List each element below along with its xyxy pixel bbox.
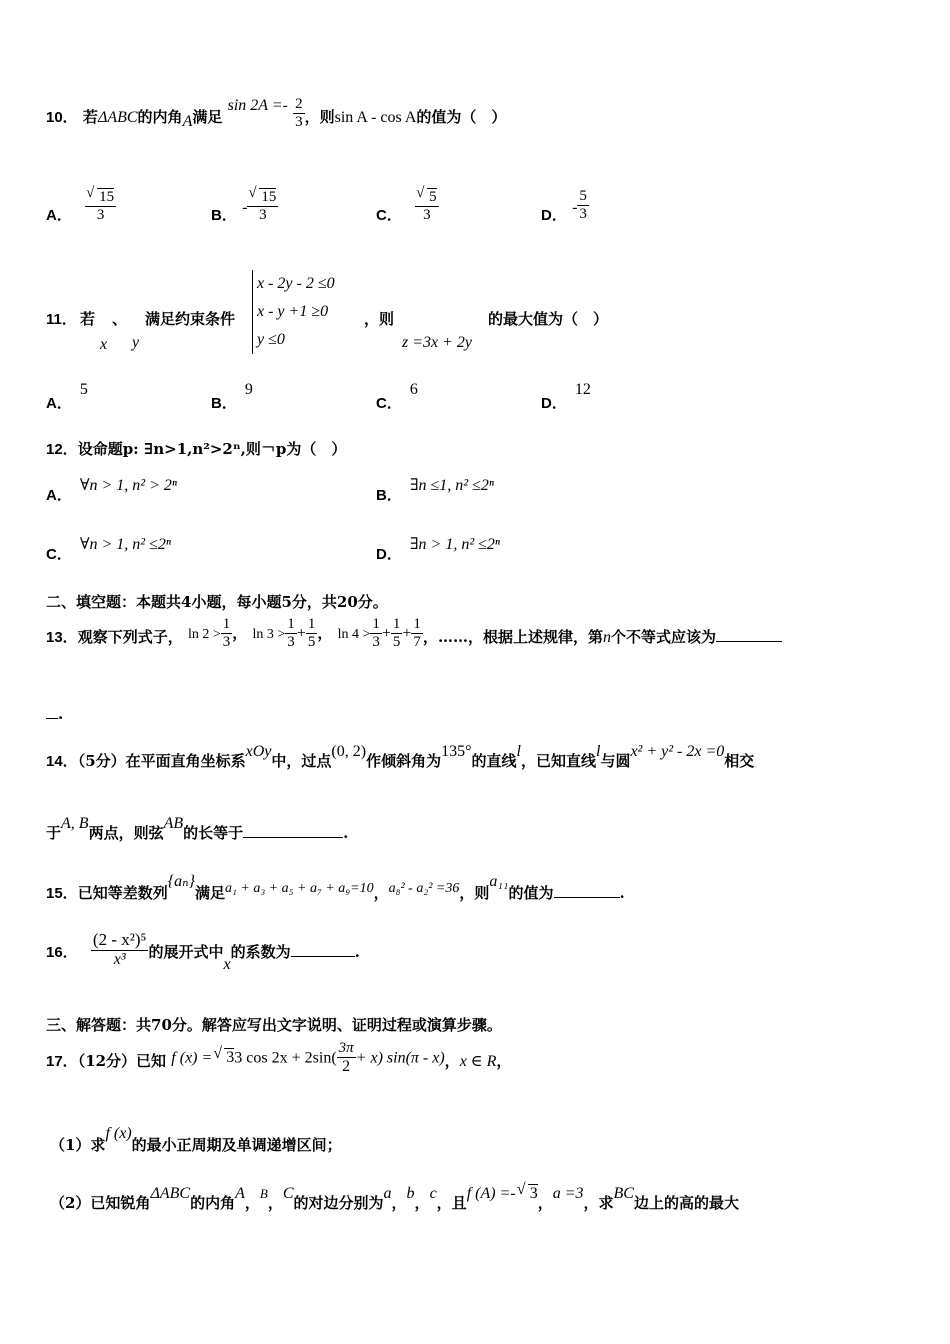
question-16: 16． $\frac{\text{(2 - x²)⁵}}{\text{x³}}$ 的展开式中x的系数为 . bbox=[46, 930, 360, 974]
answer-blank[interactable] bbox=[291, 942, 355, 957]
q10-option-d[interactable]: D． - $\frac{5}{3}$ bbox=[541, 188, 587, 224]
question-10: 10． 若ΔABC的内角A满足 sin 2A =- $\frac{2}{3}$ ，则sin A - cos A的值为（ ） bbox=[46, 96, 507, 131]
section-2-heading: 二、填空题：本题共4小题，每小题5分，共20分。 bbox=[46, 593, 388, 611]
question-15: 15．已知等差数列{aₙ}满足a₁ + a₃ + a₅ + a₇ + a₉=10，a₈² - a₂² =36，则a₁₁的值为 . bbox=[46, 873, 625, 902]
q12-option-d[interactable]: D．∃n > 1, n² ≤2ⁿ bbox=[376, 536, 500, 563]
question-14-cont: 于A, B两点，则弦AB的长等于 . bbox=[46, 815, 349, 842]
answer-blank[interactable] bbox=[716, 627, 782, 642]
fraction: $\frac{2}{3}$ bbox=[295, 96, 303, 131]
q17-part-2: （2）已知锐角ΔABC的内角A，B，C的对边分别为a，b，c，且f (A) =-√ 3，a =3，求BC边上的高的最大 bbox=[50, 1182, 739, 1212]
q10-option-c[interactable]: C． √ $\frac{5}{3}$ bbox=[376, 188, 439, 225]
q12-option-a[interactable]: A．∀n > 1, n² > 2ⁿ bbox=[46, 477, 177, 504]
section-3-heading: 三、解答题：共70分。解答应写出文字说明、证明过程或演算步骤。 bbox=[46, 1016, 502, 1034]
q11-option-d[interactable]: D．12 bbox=[541, 381, 591, 412]
answer-blank[interactable] bbox=[554, 883, 620, 898]
q11-option-a[interactable]: A．5 bbox=[46, 381, 88, 412]
constraint-system: x - 2y - 2 ≤0 x - y +1 ≥0 y ≤0 bbox=[252, 270, 335, 354]
q11-option-c[interactable]: C．6 bbox=[376, 381, 418, 412]
question-14: 14．（5分）在平面直角坐标系xOy中，过点(0, 2)作倾斜角为135°的直线l，已知直线l与圆x² + y² - 2x =0相交 bbox=[46, 743, 755, 770]
q11-option-b[interactable]: B．9 bbox=[211, 381, 253, 412]
sqrt: √ 3 bbox=[224, 1048, 234, 1067]
answer-blank[interactable] bbox=[243, 823, 343, 838]
q12-option-b[interactable]: B．∃n ≤1, n² ≤2ⁿ bbox=[376, 477, 494, 504]
q12-option-c[interactable]: C．∀n > 1, n² ≤2ⁿ bbox=[46, 536, 171, 563]
q13-blank-continuation[interactable]: . bbox=[46, 704, 63, 723]
q10-option-b[interactable]: B． - √ $\frac{15}{3}$ bbox=[211, 188, 278, 225]
q17-part-1: （1）求f (x)的最小正周期及单调递增区间； bbox=[50, 1125, 342, 1154]
question-13: 13．观察下列式子， ln 2 > $\frac{1}{3}$ ， ln 3 > $\frac{1}{3}$ + $\frac{1}{5}$ ， ln 4 > $\frac{1}{3}$ + $\frac{1}{5}$ + $\frac{1}{7}$ ，……，根据上述规律，第n个不等式应该为 bbox=[46, 616, 782, 666]
question-17: 17．（12分）已知 f (x) =√ 33 cos 2x + 2sin( $\frac{3\pi}{2}$ + x) sin(π - x)，x ∈ R， bbox=[46, 1040, 511, 1086]
q10-option-a[interactable]: A． √ $\frac{15}{3}$ bbox=[46, 188, 116, 225]
question-12: 12．设命题p: ∃n>1,n²>2ⁿ,则￢p为（ ） bbox=[46, 440, 347, 458]
